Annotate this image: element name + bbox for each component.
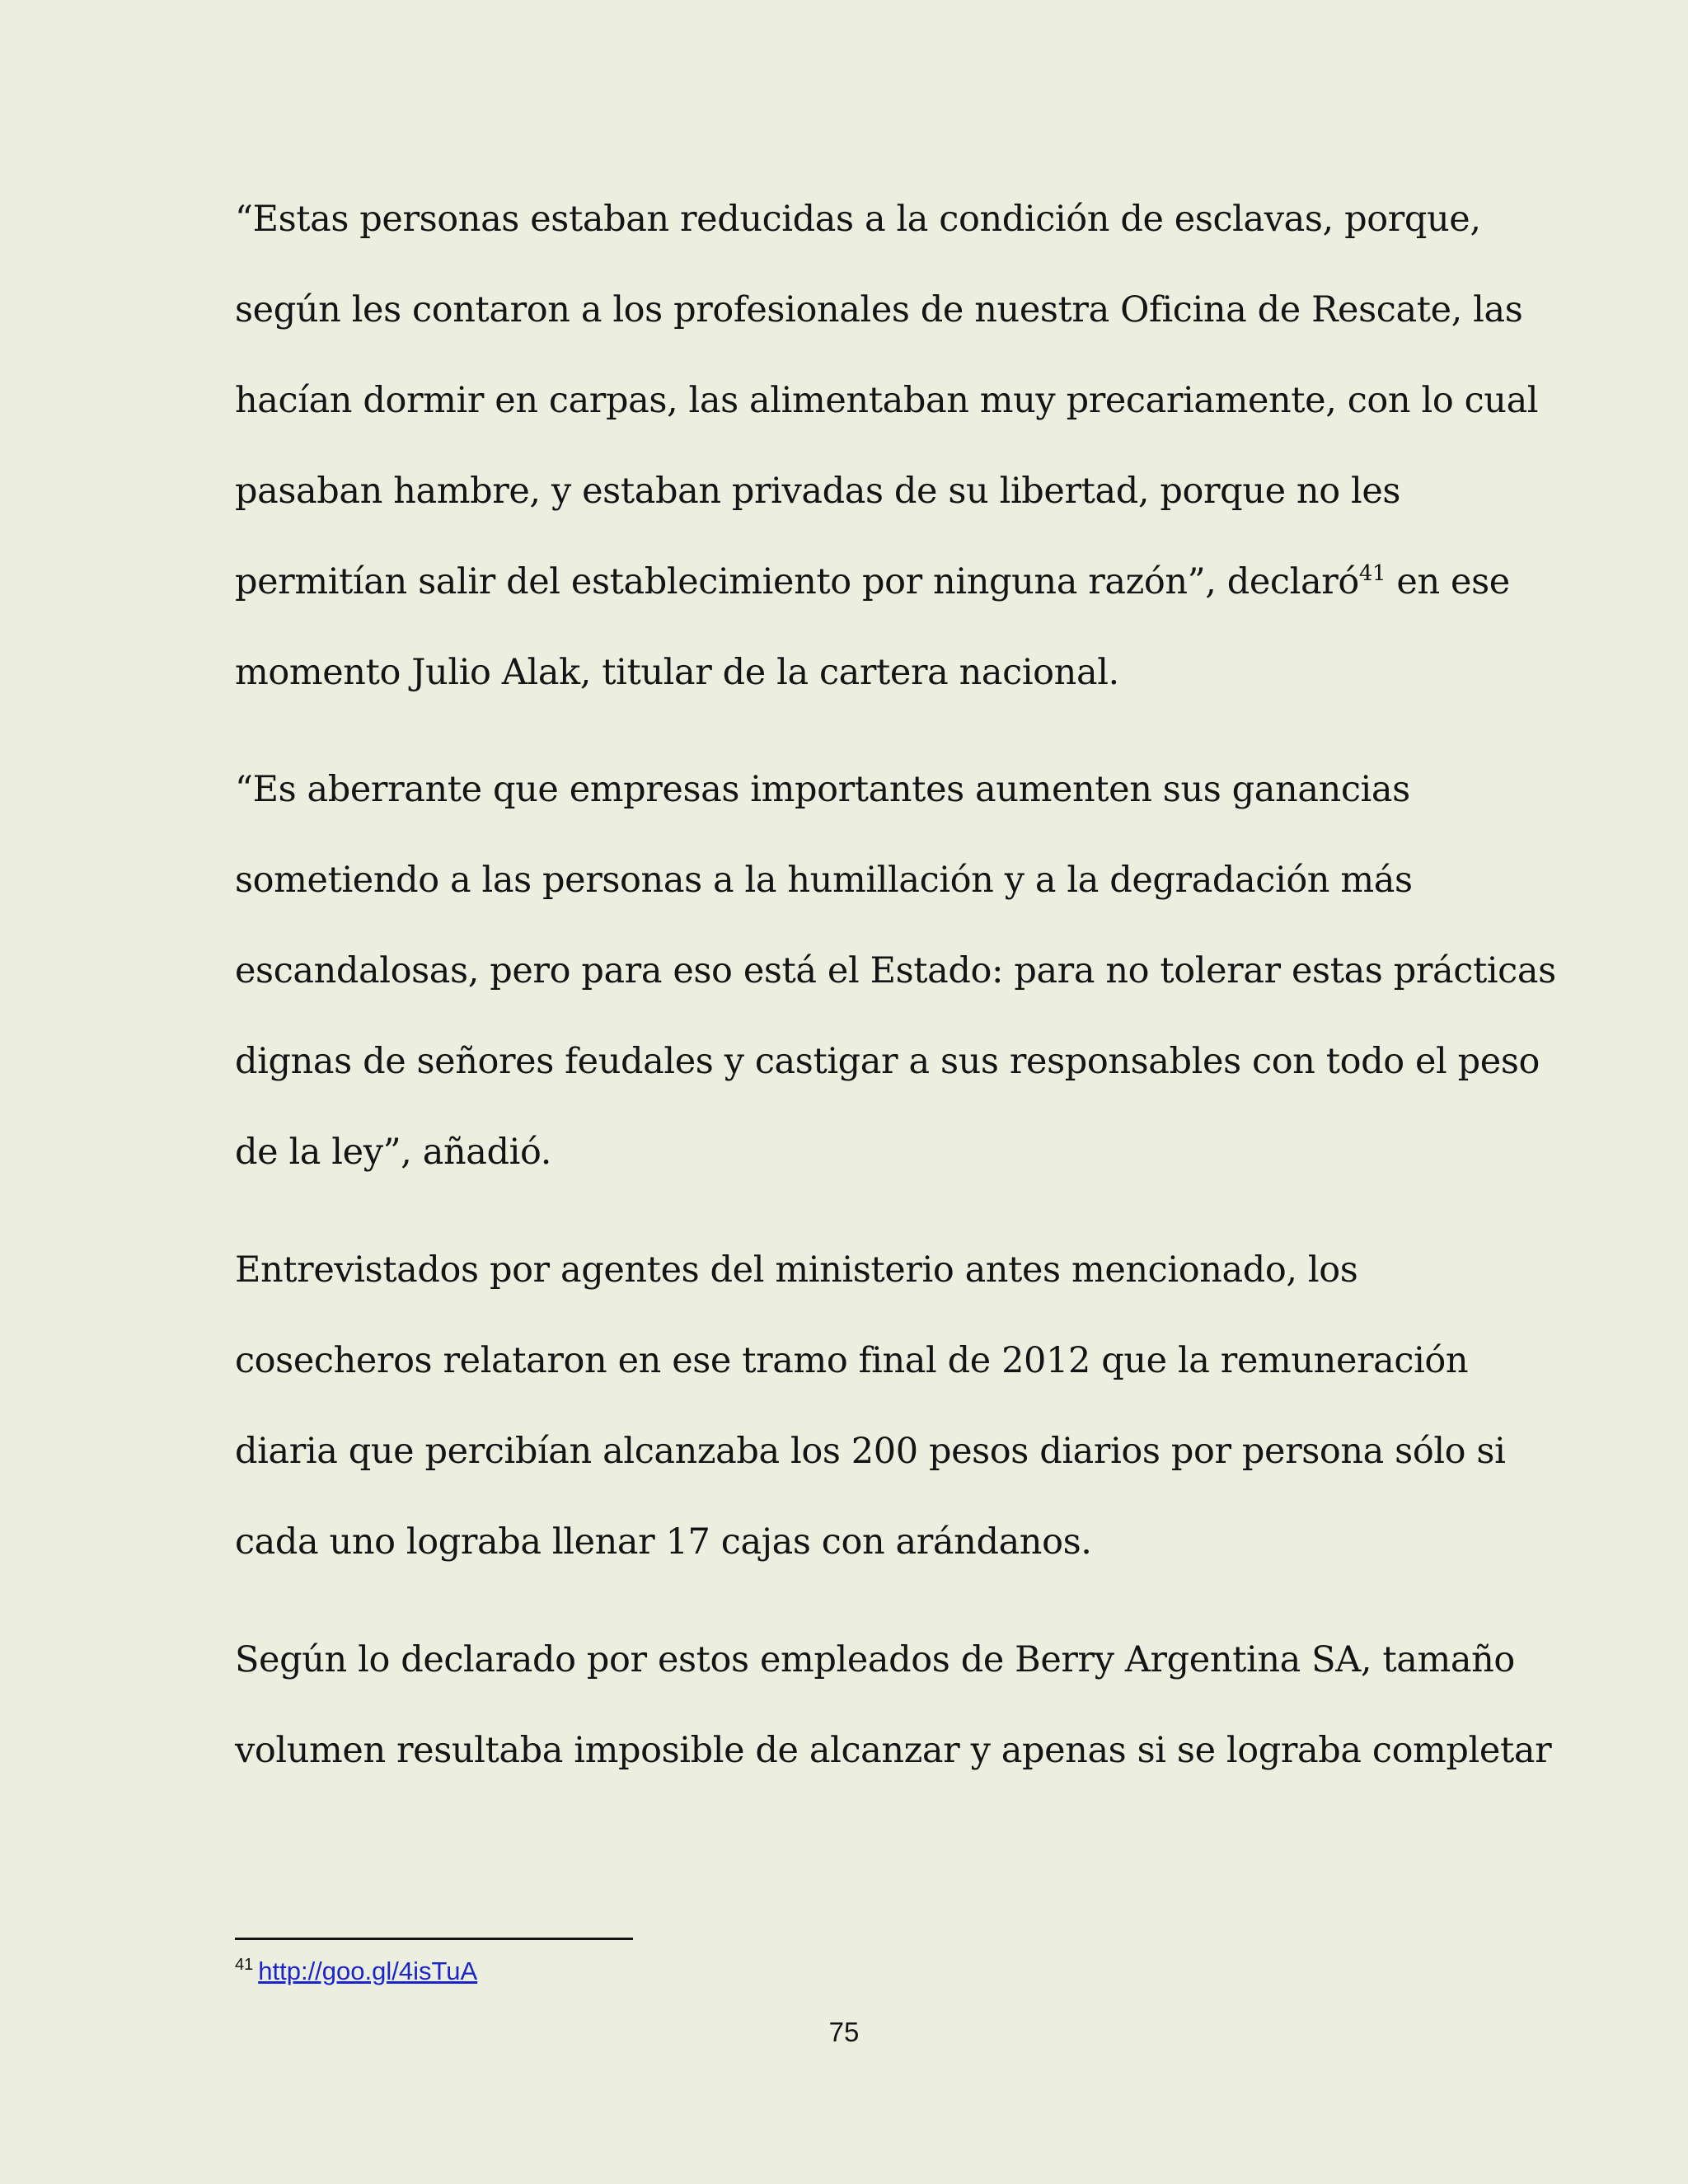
text-line: hacían dormir en carpas, las alimentaban muy precariamente, con lo cual [235,380,1539,421]
text-line: escandalosas, pero para eso está el Estado: para no tolerar estas prácticas [235,950,1556,991]
text-line: momento Julio Alak, titular de la cartera nacional. [235,652,1119,693]
paragraph-aberrante-quote [235,744,1556,1197]
text-line: sometiendo a las personas a la humillación y a la degradación más [235,860,1413,901]
text-line: cosecheros relataron en ese tramo final de 2012 que la remuneración [235,1340,1469,1381]
text-line: Entrevistados por agentes del ministerio antes mencionado, los [235,1249,1358,1291]
text-segment: permitían salir del establecimiento por ninguna razón”, declaró [235,561,1359,602]
text-segment: en ese [1386,561,1510,602]
footnote-number: 41 [235,1956,254,1974]
paragraph-alak-quote [235,174,1539,718]
text-line: “Estas personas estaban reducidas a la condición de esclavas, porque, [235,199,1481,240]
paragraph-cosecheros [235,1225,1506,1587]
text-line: volumen resultaba imposible de alcanzar y apenas si se lograba completar [235,1730,1552,1771]
text-line: según les contaron a los profesionales de nuestra Oficina de Rescate, las [235,289,1523,330]
text-line: cada uno lograba llenar 17 cajas con arándanos. [235,1521,1092,1563]
text-line: de la ley”, añadió. [235,1132,551,1173]
footnote [235,1953,477,1990]
footnote-link[interactable]: http://goo.gl/4isTuA [258,1957,478,1985]
text-line-with-footnote [235,537,1510,627]
text-line: diaria que percibían alcanzaba los 200 pesos diarios por persona sólo si [235,1431,1506,1472]
page-number: 75 [828,2017,860,2047]
footnote-reference[interactable]: 41 [1358,561,1386,586]
text-line: dignas de señores feudales y castigar a sus responsables con todo el peso [235,1041,1540,1082]
footnote-divider [235,1938,633,1940]
text-line: pasaban hambre, y estaban privadas de su libertad, porque no les [235,471,1401,512]
text-line: Según lo declarado por estos empleados de Berry Argentina SA, tamaño [235,1639,1515,1680]
text-line: “Es aberrante que empresas importantes aumenten sus ganancias [235,769,1410,810]
paragraph-berry-argentina [235,1615,1552,1796]
